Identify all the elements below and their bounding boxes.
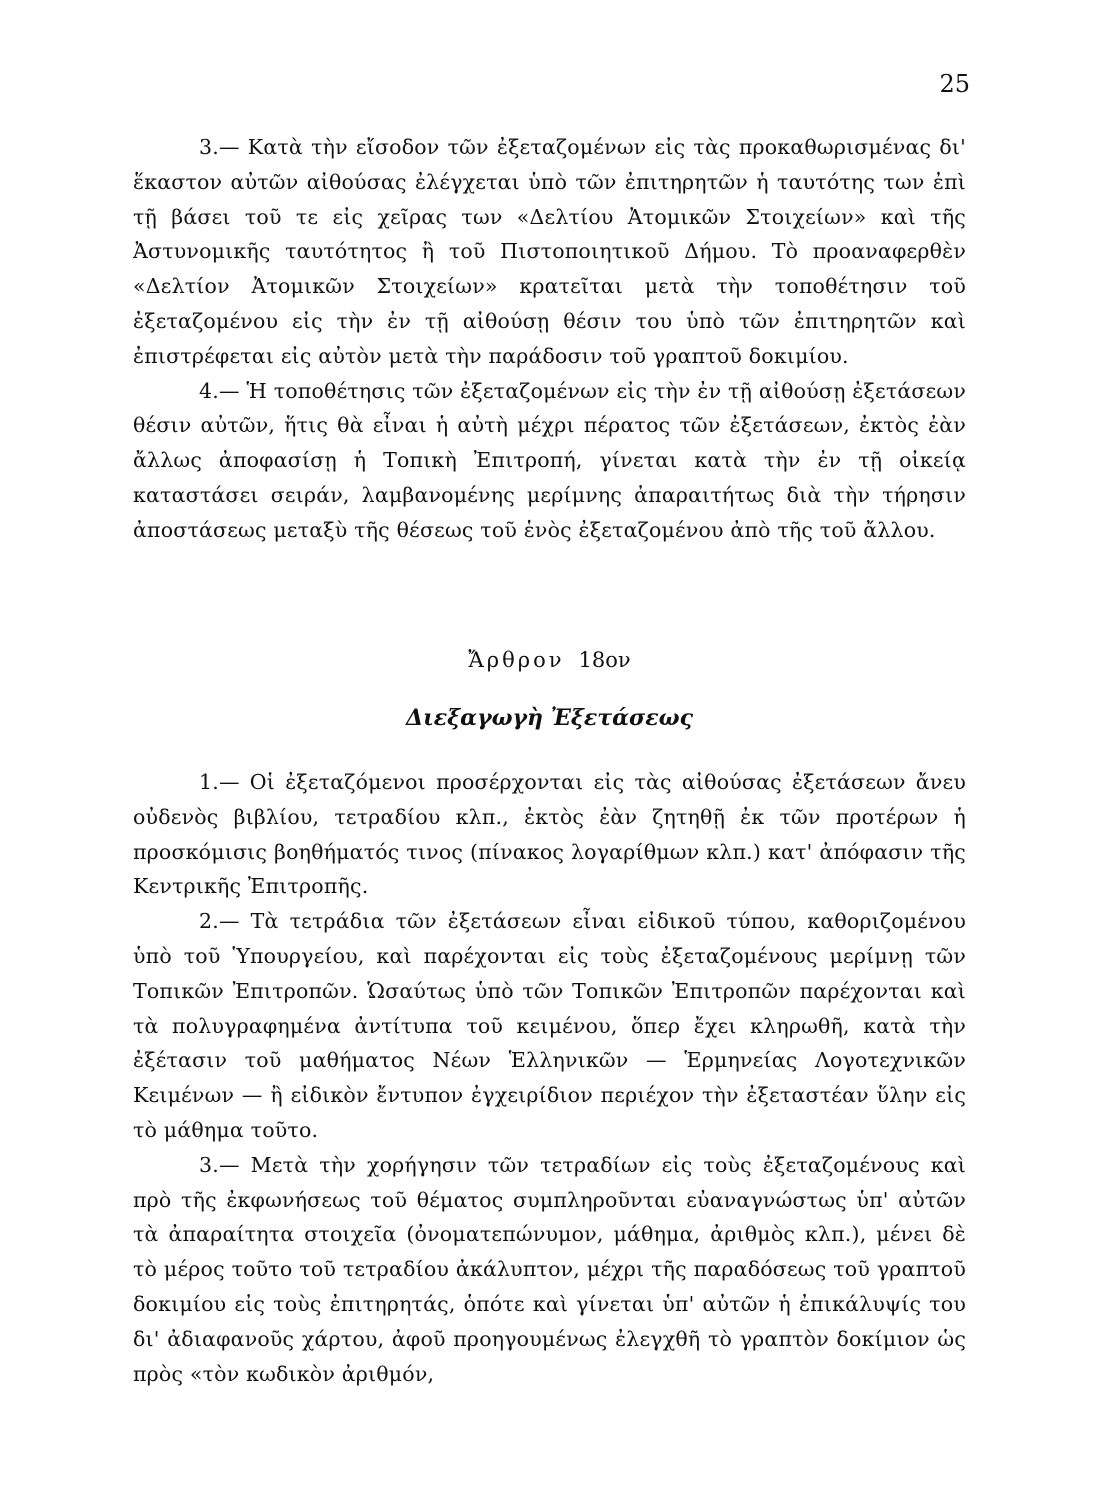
article-heading (133, 648, 966, 672)
article-subtitle: Διεξαγωγὴ Ἐξετάσεως (406, 705, 693, 731)
article-label: Ἄρθρον (468, 648, 565, 672)
article-number: 18ον (578, 648, 631, 672)
paragraph-2: 2.— Τὰ τετράδια τῶν ἐξετάσεων εἶναι εἰδικοῦ τύπου, καθοριζομένου ὑπὸ τοῦ Ὑπουργείου, καὶ παρέχονται εἰς τοὺς ἐξεταζομένους μερίμνῃ τῶν Τοπικῶν Ἐπιτροπῶν. Ὡσαύτως ὑπὸ τῶν Τοπικῶν Ἐπιτροπῶν παρέχονται καὶ τὰ πολυγραφημένα ἀντίτυπα τοῦ κειμένου, ὅπερ ἔχει κληρωθῆ, κατὰ τὴν ἐξέτασιν τοῦ μαθήματος Νέων Ἑλληνικῶν — Ἑρμηνείας Λογοτεχνικῶν Κειμένων — ἢ εἰδικὸν ἔντυπον ἐγχειρίδιον περιέχον τὴν ἐξεταστέαν ὕλην εἰς τὸ μάθημα τοῦτο. (133, 909, 966, 1142)
paragraph-4: 4.— Ἡ τοποθέτησις τῶν ἐξεταζομένων εἰς τὴν ἐν τῇ αἰθούσῃ ἐξετάσεων θέσιν αὐτῶν, ἥτις θὰ εἶναι ἡ αὐτὴ μέχρι πέρατος τῶν ἐξετάσεων, ἐκτὸς ἐὰν ἄλλως ἀποφασίσῃ ἡ Τοπικὴ Ἐπιτροπή, γίνεται κατὰ τὴν ἐν τῇ οἰκείᾳ καταστάσει σειράν, λαμβανομένης μερίμνης ἀπαραιτήτως διὰ τὴν τήρησιν ἀποστάσεως μεταξὺ τῆς θέσεως τοῦ ἑνὸς ἐξεταζομένου ἀπὸ τῆς τοῦ ἄλλου. (133, 378, 966, 542)
article-17-continuation (133, 130, 966, 548)
page-number: 25 (939, 70, 970, 98)
paragraph-1: 1.— Οἱ ἐξεταζόμενοι προσέρχονται εἰς τὰς αἰθούσας ἐξετάσεων ἄνευ οὐδενὸς βιβλίου, τετραδίου κλπ., ἐκτὸς ἐὰν ζητηθῇ ἐκ τῶν προτέρων ἡ προσκόμισις βοηθήματός τινος (πίνακος λογαρίθμων κλπ.) κατ' ἀπόφασιν τῆς Κεντρικῆς Ἐπιτροπῆς. (133, 770, 966, 899)
paragraph-3: 3.— Κατὰ τὴν εἴσοδον τῶν ἐξεταζομένων εἰς τὰς προκαθωρισμένας δι' ἕκαστον αὐτῶν αἰθούσας ἐλέγχεται ὑπὸ τῶν ἐπιτηρητῶν ἡ ταυτότης των ἐπὶ τῇ βάσει τοῦ τε εἰς χεῖρας των «Δελτίου Ἀτομικῶν Στοιχείων» καὶ τῆς Ἀστυνομικῆς ταυτότητος ἢ τοῦ Πιστοποιητικοῦ Δήμου. Τὸ προαναφερθὲν «Δελτίον Ἀτομικῶν Στοιχείων» κρατεῖται μετὰ τὴν τοποθέτησιν τοῦ ἐξεταζομένου εἰς τὴν ἐν τῇ αἰθούσῃ θέσιν του ὑπὸ τῶν ἐπιτηρητῶν καὶ ἐπιστρέφεται εἰς αὐτὸν μετὰ τὴν παράδοσιν τοῦ γραπτοῦ δοκιμίου. (133, 135, 966, 368)
paragraph-3b: 3.— Μετὰ τὴν χορήγησιν τῶν τετραδίων εἰς τοὺς ἐξεταζομένους καὶ πρὸ τῆς ἐκφωνήσεως τοῦ θέματος συμπληροῦνται εὐαναγνώστως ὑπ' αὐτῶν τὰ ἀπαραίτητα στοιχεῖα (ὀνοματεπώνυμον, μάθημα, ἀριθμὸς κλπ.), μένει δὲ τὸ μέρος τοῦτο τοῦ τετραδίου ἀκάλυπτον, μέχρι τῆς παραδόσεως τοῦ γραπτοῦ δοκιμίου εἰς τοὺς ἐπιτηρητάς, ὁπότε καὶ γίνεται ὑπ' αὐτῶν ἡ ἐπικάλυψίς του δι' ἀδιαφανοῦς χάρτου, ἀφοῦ προηγουμένως ἐλεγχθῆ τὸ γραπτὸν δοκίμιον ὡς πρὸς «τὸν κωδικὸν ἀριθμόν, (133, 1152, 966, 1386)
article-18-body (133, 765, 966, 1391)
